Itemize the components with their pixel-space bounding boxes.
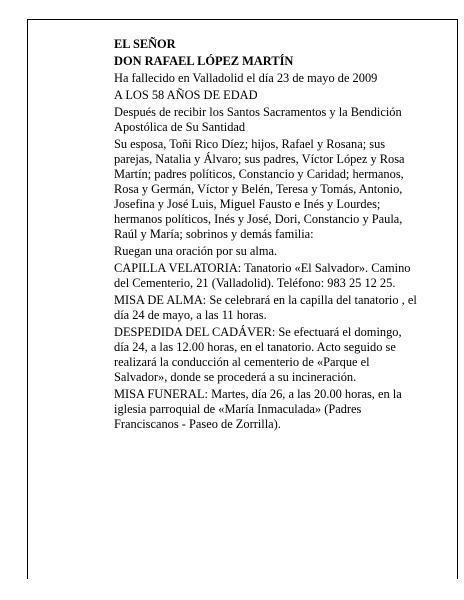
right-border-line <box>457 19 458 579</box>
sacraments-line: Después de recibir los Santos Sacramentos y la Bendición Apostólica de Su Santidad <box>114 105 402 134</box>
death-notice: Ha fallecido en Valladolid el día 23 de mayo de 2009 <box>114 71 378 85</box>
family-paragraph: Su esposa, Toñi Rico Díez; hijos, Rafael y Rosana; sus parejas, Natalia y Álvaro; sus padres, Víctor López y Rosa Martín; padres políticos, Constancio y Caridad; hermanos, Rosa y Germán, Víctor y Belén, Teresa y Tomás, Antonio, Josefina y José Luis, Miguel Fausto e Inés y Lourdes; hermanos políticos, Inés y José, Dori, Constancio y Paula, Raúl y María; sobrinos y demás familia: <box>114 137 405 241</box>
obituary-text <box>114 37 419 434</box>
mass-info: MISA DE ALMA: Se celebrará en la capilla del tanatorio , el día 24 de mayo, a las 11 horas. <box>114 293 417 322</box>
farewell-info: DESPEDIDA DEL CADÁVER: Se efectuará el domingo, día 24, a las 12.00 horas, en el tanatorio. Acto seguido se realizará la conducción al cementerio de «Parque el Salvador», donde se procederá a su incineración. <box>114 325 402 384</box>
prayer-request: Ruegan una oración por su alma. <box>114 244 278 258</box>
funeral-mass-info: MISA FUNERAL: Martes, día 26, a las 20.00 horas, en la iglesia parroquial de «María Inmaculada» (Padres Franciscanos - Paseo de Zorrilla). <box>114 387 402 431</box>
age-line: A LOS 58 AÑOS DE EDAD <box>114 88 258 102</box>
left-border-line <box>27 19 28 579</box>
chapel-info: CAPILLA VELATORIA: Tanatorio «El Salvador». Camino del Cementerio, 21 (Valladolid). Teléfono: 983 25 12 25. <box>114 261 411 290</box>
heading-line-2: DON RAFAEL LÓPEZ MARTÍN <box>114 54 294 68</box>
heading-line-1: EL SEÑOR <box>114 37 176 51</box>
top-border-line <box>27 19 458 20</box>
